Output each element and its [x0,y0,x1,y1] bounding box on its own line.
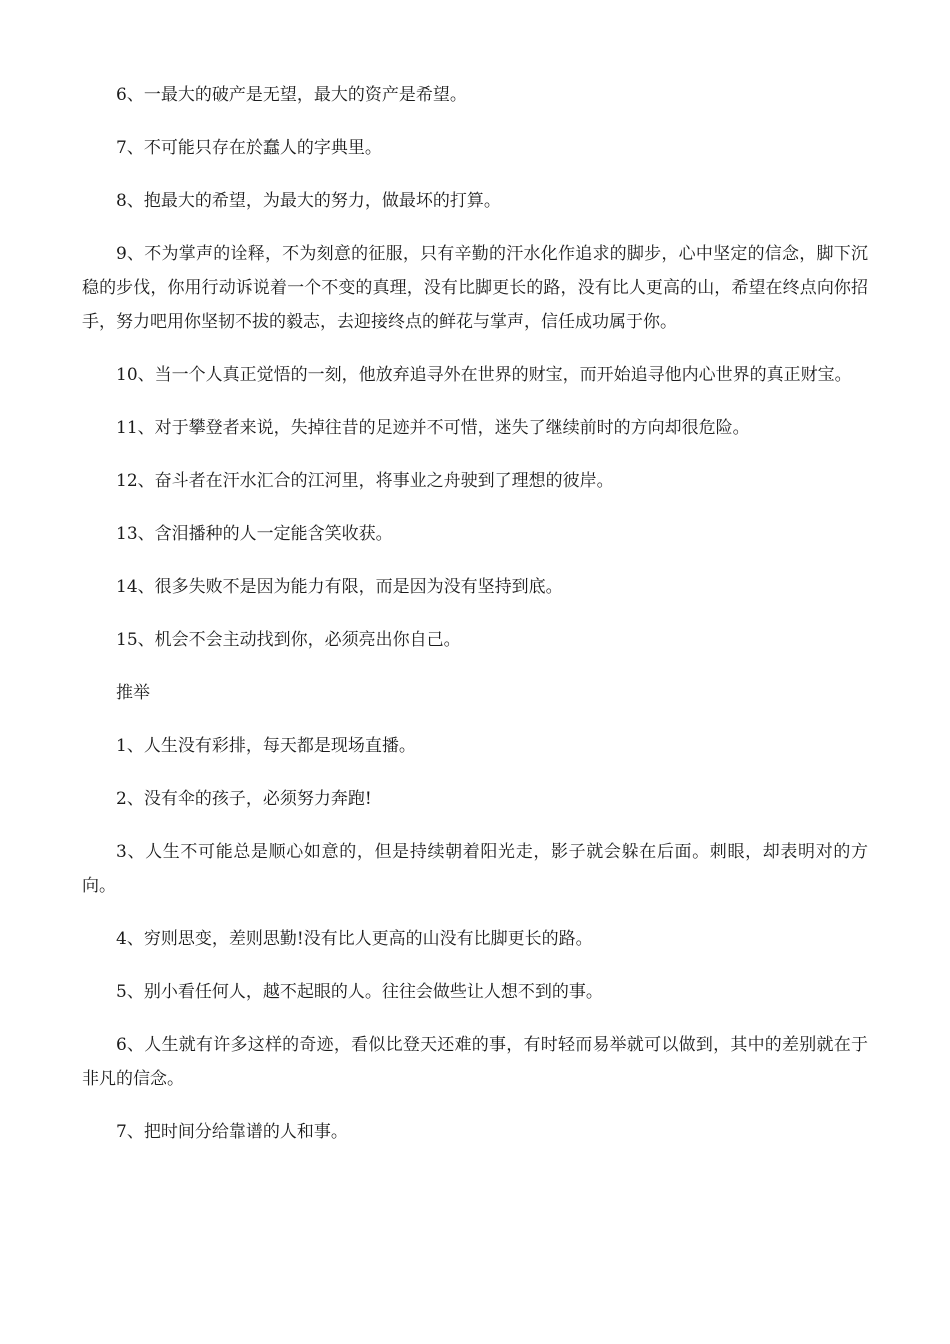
quote-paragraph: 2、没有伞的孩子，必须努力奔跑! [116,789,372,809]
quote-paragraph: 11、对于攀登者来说，失掉往昔的足迹并不可惜，迷失了继续前时的方向却很危险。 [116,418,750,438]
quote-paragraph: 7、不可能只存在於蠢人的字典里。 [116,138,382,158]
quote-paragraph: 6、人生就有许多这样的奇迹，看似比登天还难的事，有时轻而易举就可以做到，其中的差别就在于非凡的信念。 [82,1035,868,1089]
quote-paragraph: 14、很多失败不是因为能力有限，而是因为没有坚持到底。 [116,577,563,597]
quote-paragraph: 4、穷则思变，差则思勤!没有比人更高的山没有比脚更长的路。 [116,929,593,949]
quote-paragraph: 9、不为掌声的诠释，不为刻意的征服，只有辛勤的汗水化作追求的脚步，心中坚定的信念，脚下沉稳的步伐，你用行动诉说着一个不变的真理，没有比脚更长的路，没有比人更高的山，希望在终点向你招手，努力吧用你坚韧不拔的毅志，去迎接终点的鲜花与掌声，信任成功属于你。 [82,244,868,332]
quote-paragraph: 5、别小看任何人，越不起眼的人。往往会做些让人想不到的事。 [116,982,603,1002]
quote-paragraph: 13、含泪播种的人一定能含笑收获。 [116,524,393,544]
quote-paragraph: 7、把时间分给靠谱的人和事。 [116,1122,348,1142]
quote-paragraph: 3、人生不可能总是顺心如意的，但是持续朝着阳光走，影子就会躲在后面。刺眼，却表明对的方向。 [82,842,868,896]
quote-paragraph: 10、当一个人真正觉悟的一刻，他放弃追寻外在世界的财宝，而开始追寻他内心世界的真正财宝。 [116,365,852,385]
quote-paragraph: 15、机会不会主动找到你，必须亮出你自己。 [116,630,461,650]
quote-paragraph: 8、抱最大的希望，为最大的努力，做最坏的打算。 [116,191,501,211]
quote-paragraph: 6、一最大的破产是无望，最大的资产是希望。 [116,85,467,105]
quote-paragraph: 1、人生没有彩排，每天都是现场直播。 [116,736,416,756]
section-heading: 推举 [116,683,150,703]
quote-paragraph: 12、奋斗者在汗水汇合的江河里，将事业之舟驶到了理想的彼岸。 [116,471,614,491]
document-body [82,78,868,1168]
